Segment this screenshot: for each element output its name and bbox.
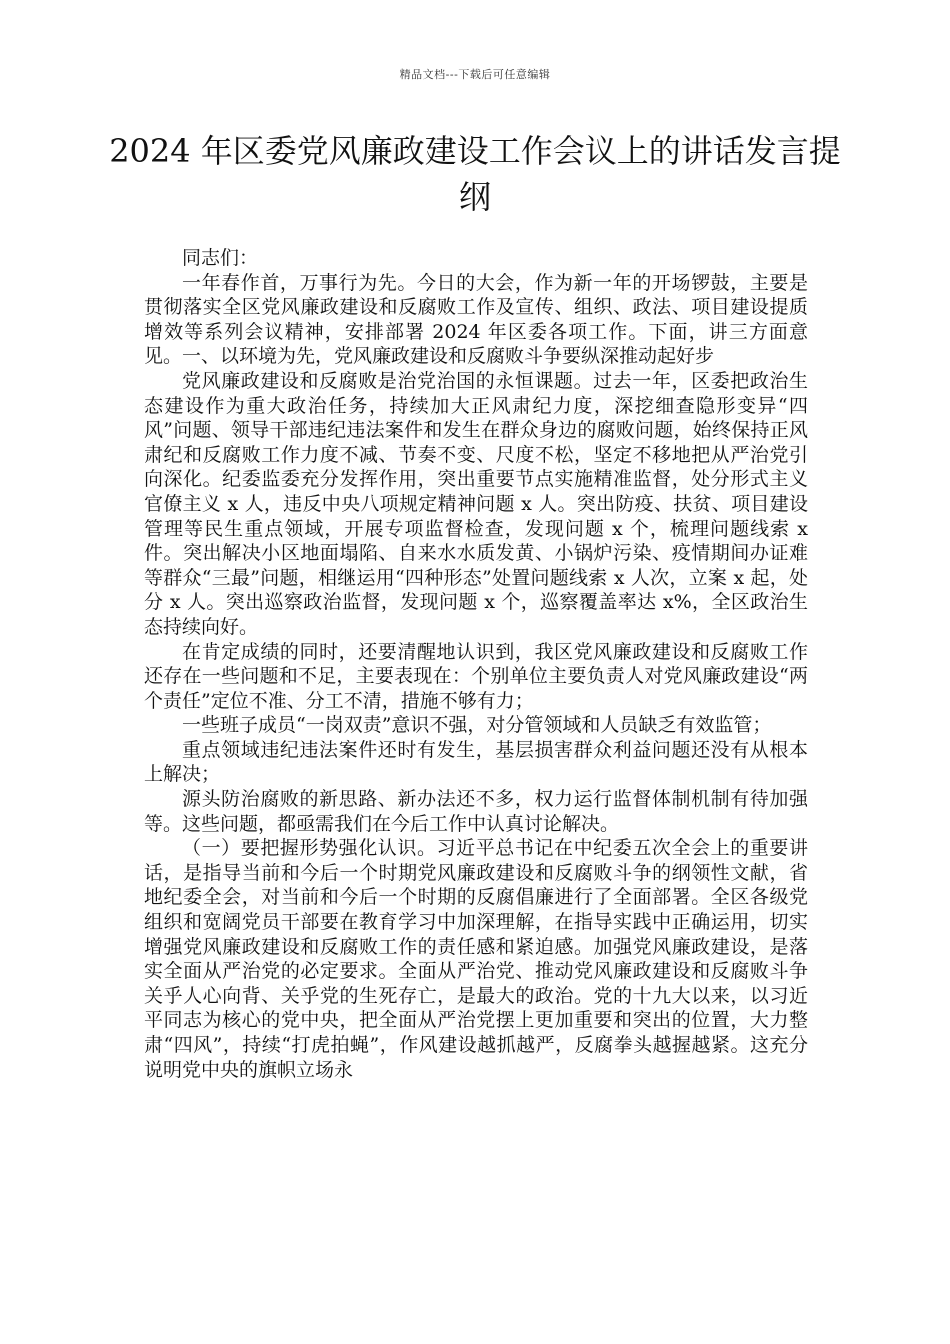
paragraph: 重点领域违纪违法案件还时有发生，基层损害群众利益问题还没有从根本上解决；	[144, 738, 808, 786]
document-title: 2024 年区委党风廉政建设工作会议上的讲话发言提纲	[109, 132, 841, 216]
paragraph: 一些班子成员“一岗双责”意识不强，对分管领域和人员缺乏有效监管；	[182, 714, 772, 737]
paragraph: 在肯定成绩的同时，还要清醒地认识到，我区党风廉政建设和反腐败工作还存在一些问题和不足，主要表现在：个别单位主要负责人对党风廉政建设“两个责任”定位不准、分工不清，措施不够有力；	[144, 640, 808, 712]
page-header-note: 精品文档---下载后可任意编辑	[399, 68, 551, 81]
paragraph: （一）要把握形势强化认识。习近平总书记在中纪委五次全会上的重要讲话，是指导当前和今后一个时期党风廉政建设和反腐败斗争的纲领性文献，省地纪委全会，对当前和今后一个时期的反腐倡廉进行了全面部署。全区各级党组织和宽阔党员干部要在教育学习中加深理解，在指导实践中正确运用，切实增强党风廉政建设和反腐败工作的责任感和紧迫感。加强党风廉政建设，是落实全面从严治党的必定要求。全面从严治党、推动党风廉政建设和反腐败斗争关乎人心向背、关乎党的生死存亡，是最大的政治。党的十九大以来，以习近平同志为核心的党中央，把全面从严治党摆上更加重要和突出的位置，大力整肃“四风”，持续“打虎拍蝇”，作风建设越抓越严，反腐拳头越握越紧。这充分说明党中央的旗帜立场永	[144, 837, 808, 1081]
paragraph: 源头防治腐败的新思路、新办法还不多，权力运行监督体制机制有待加强等。这些问题，都亟需我们在今后工作中认真讨论解决。	[144, 788, 808, 835]
paragraph: 一年春作首，万事行为先。今日的大会，作为新一年的开场锣鼓，主要是贯彻落实全区党风廉政建设和反腐败工作及宣传、组织、政法、项目建设提质增效等系列会议精神，安排部署 2024 年区委各项工作。下面，讲三方面意见。一、以环境为先，党风廉政建设和反腐败斗争要纵深推动起好步	[144, 271, 808, 368]
paragraph: 党风廉政建设和反腐败是治党治国的永恒课题。过去一年，区委把政治生态建设作为重大政治任务，持续加大正风肃纪力度，深挖细查隐形变异“四风”问题、领导干部违纪违法案件和发生在群众身边的腐败问题，始终保持正风肃纪和反腐败工作力度不减、节奏不变、尺度不松，坚定不移地把从严治党引向深化。纪委监委充分发挥作用，突出重要节点实施精准监督，处分形式主义官僚主义 x 人，违反中央八项规定精神问题 x 人。突出防疫、扶贫、项目建设管理等民生重点领域，开展专项监督检查，发现问题 x 个，梳理问题线索 x 件。突出解决小区地面塌陷、自来水水质发黄、小锅炉污染、疫情期间办证难等群众“三最”问题，相继运用“四种形态”处置问题线索 x 人次，立案 x 起，处分 x 人。突出巡察政治监督，发现问题 x 个，巡察覆盖率达 x%，全区政治生态持续向好。	[144, 369, 808, 638]
document-body	[144, 246, 808, 1082]
salutation: 同志们：	[182, 247, 259, 269]
